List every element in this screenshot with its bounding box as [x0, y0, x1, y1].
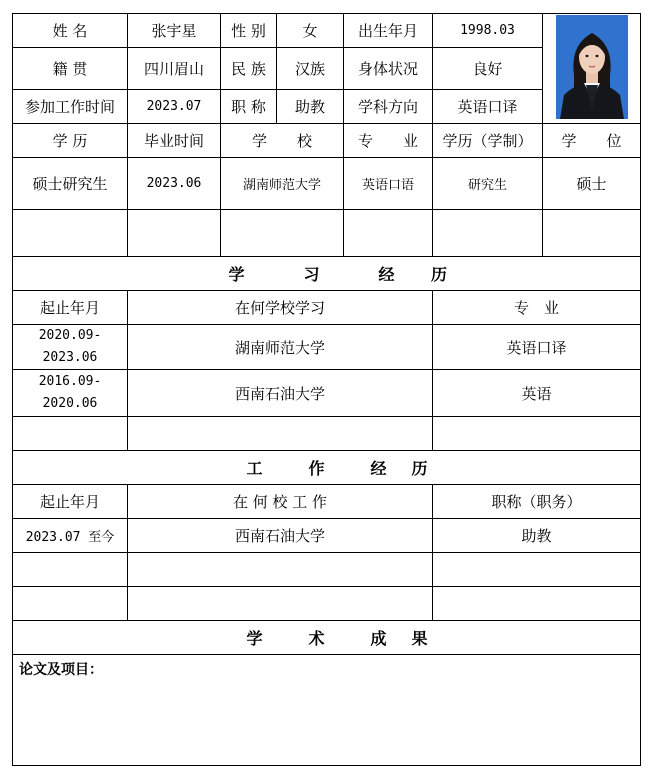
study-period: 2020.09-2023.06 [13, 325, 128, 370]
degree-header-system: 学历（学制） [433, 124, 543, 158]
degree-header-level: 学 历 [13, 124, 128, 158]
study-header-period: 起止年月 [13, 291, 128, 325]
work-title-char: 工 [246, 459, 263, 478]
degree-header-school: 学 校 [221, 124, 344, 158]
discipline-value: 英语口译 [433, 90, 543, 124]
title-value: 助教 [277, 90, 344, 124]
title-label: 职 称 [221, 90, 277, 124]
photo-cell [543, 14, 641, 124]
ethnic-value: 汉族 [277, 48, 344, 90]
achievements-section-title [13, 621, 641, 655]
work-start-value: 2023.07 [128, 90, 221, 124]
work-period [13, 587, 128, 621]
degree-cell: 硕士 [543, 158, 641, 210]
work-header-title: 职称（职务） [433, 485, 641, 519]
study-school [128, 417, 433, 451]
ethnic-label: 民 族 [221, 48, 277, 90]
degree-cell: 英语口语 [344, 158, 433, 210]
gender-label: 性 别 [221, 14, 277, 48]
degree-cell: 硕士研究生 [13, 158, 128, 210]
study-header-school: 在何学校学习 [128, 291, 433, 325]
degree-header-major: 专 业 [344, 124, 433, 158]
study-title-char: 历 [430, 265, 447, 284]
work-section-title [13, 451, 641, 485]
study-section-title [13, 257, 641, 291]
degree-cell [543, 210, 641, 257]
work-period: 2023.07 至今 [13, 519, 128, 553]
degree-cell [13, 210, 128, 257]
work-title: 助教 [433, 519, 641, 553]
achievements-title-char: 学 [246, 629, 263, 648]
study-period [13, 417, 128, 451]
origin-value: 四川眉山 [128, 48, 221, 90]
name-value: 张宇星 [128, 14, 221, 48]
papers-field [13, 655, 641, 766]
portrait-figure [556, 15, 628, 119]
gender-value: 女 [277, 14, 344, 48]
papers-label: 论文及项目： [19, 662, 103, 678]
health-value: 良好 [433, 48, 543, 90]
degree-cell [433, 210, 543, 257]
origin-label: 籍 贯 [13, 48, 128, 90]
achievements-title-char: 术 [308, 629, 325, 648]
work-title [433, 587, 641, 621]
work-start-label: 参加工作时间 [13, 90, 128, 124]
degree-cell [128, 210, 221, 257]
work-title-char: 作 [308, 459, 325, 478]
study-title-char: 学 [228, 265, 245, 284]
study-school: 湖南师范大学 [128, 325, 433, 370]
name-label: 姓 名 [13, 14, 128, 48]
study-major [433, 417, 641, 451]
work-header-period: 起止年月 [13, 485, 128, 519]
degree-cell: 2023.06 [128, 158, 221, 210]
work-period [13, 553, 128, 587]
study-period: 2016.09-2020.06 [13, 370, 128, 417]
study-school: 西南石油大学 [128, 370, 433, 417]
study-title-char: 经 [378, 265, 395, 284]
work-header-school: 在 何 校 工 作 [128, 485, 433, 519]
degree-cell [344, 210, 433, 257]
portrait-photo [556, 15, 628, 119]
degree-header-degree: 学 位 [543, 124, 641, 158]
work-school [128, 587, 433, 621]
work-school [128, 553, 433, 587]
birth-value: 1998.03 [433, 14, 543, 48]
work-title-char: 历 [411, 459, 428, 478]
birth-label: 出生年月 [344, 14, 433, 48]
degree-cell: 湖南师范大学 [221, 158, 344, 210]
achievements-title-char: 成 [370, 629, 387, 648]
work-title [433, 553, 641, 587]
degree-cell [221, 210, 344, 257]
resume-table [12, 13, 641, 766]
degree-cell: 研究生 [433, 158, 543, 210]
achievements-title-char: 果 [411, 629, 428, 648]
degree-header-grad-time: 毕业时间 [128, 124, 221, 158]
discipline-label: 学科方向 [344, 90, 433, 124]
health-label: 身体状况 [344, 48, 433, 90]
study-major: 英语 [433, 370, 641, 417]
work-school: 西南石油大学 [128, 519, 433, 553]
study-title-char: 习 [303, 265, 320, 284]
work-title-char: 经 [370, 459, 387, 478]
study-header-major: 专 业 [433, 291, 641, 325]
study-major: 英语口译 [433, 325, 641, 370]
